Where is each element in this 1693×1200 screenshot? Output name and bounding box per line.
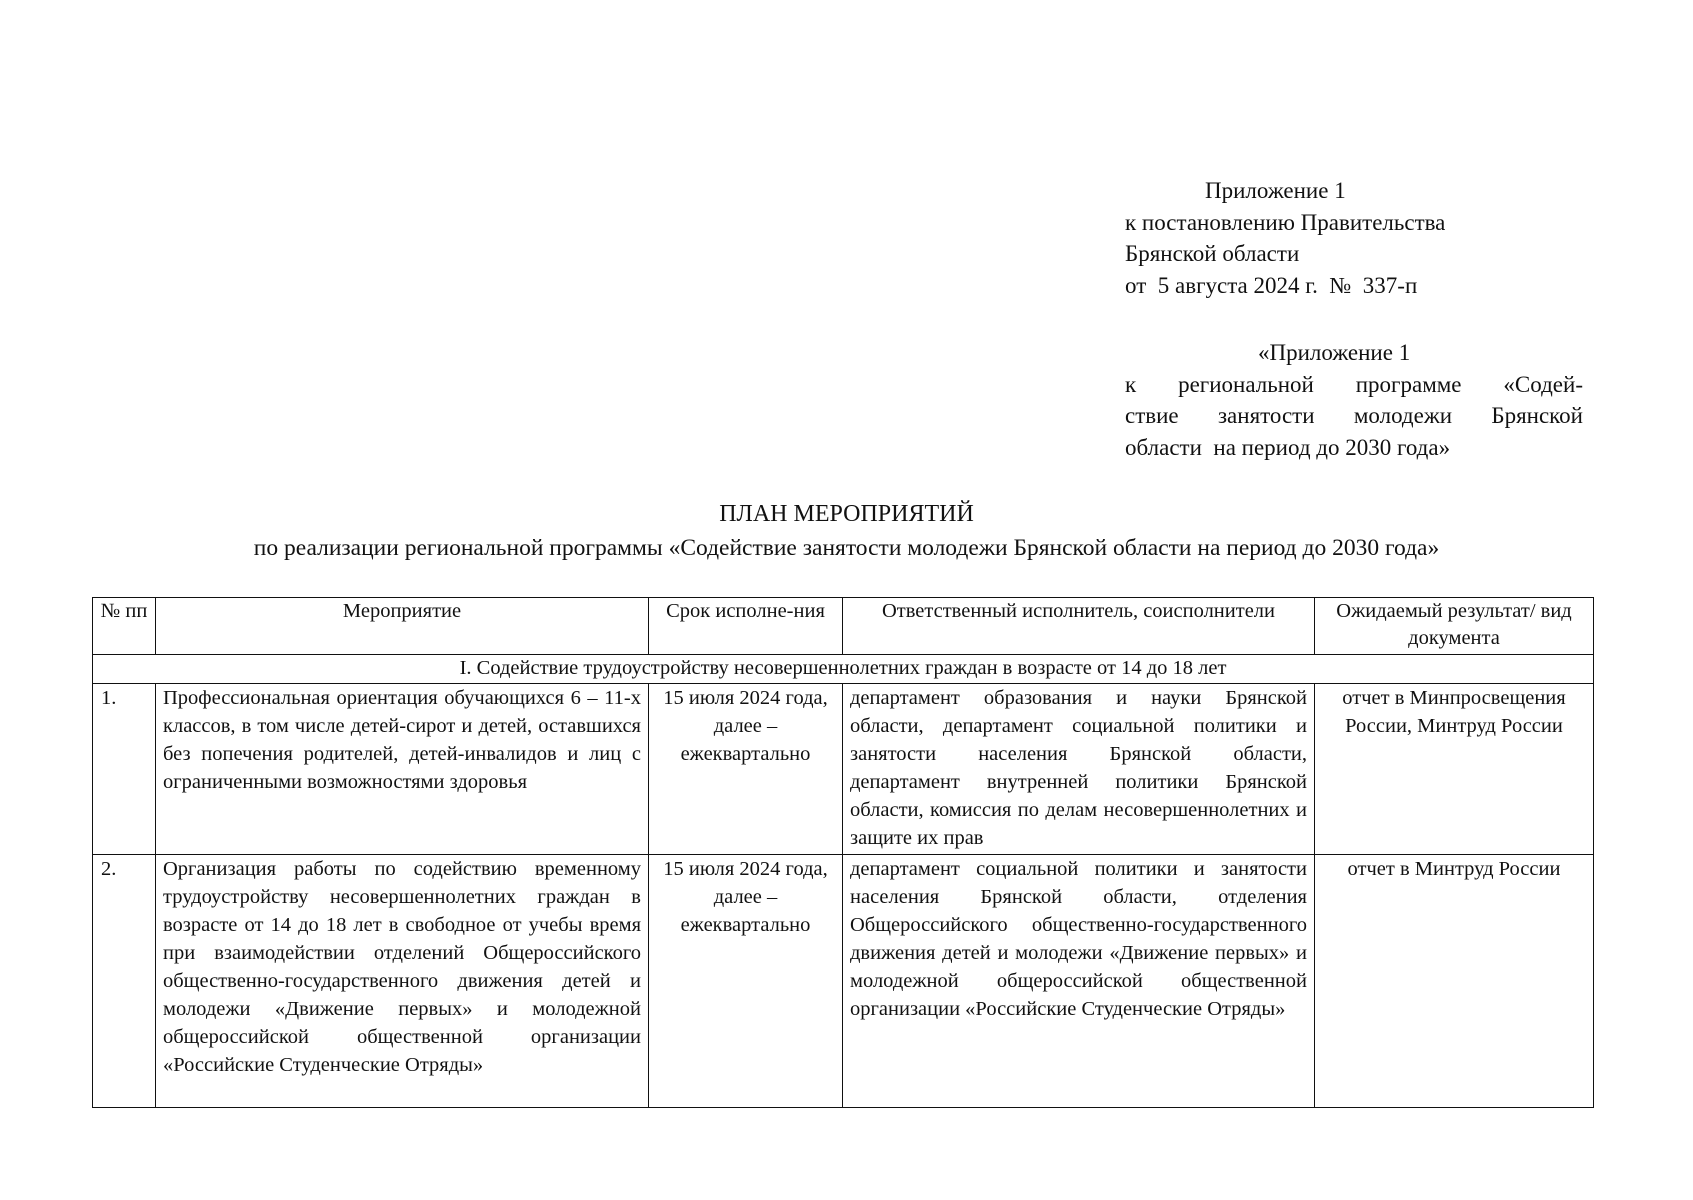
row-event: Профессиональная ориентация обучающихся 6 – 11-х классов, в том числе детей-сирот и детей, оставшихся без попечения родителей, детей-инвалидов и лиц с ограниченными возможностями здоровья [156,684,649,855]
row-num: 1. [93,684,156,855]
section-title: I. Содействие трудоустройству несовершеннолетних граждан в возрасте от 14 до 18 лет [93,655,1594,684]
program-ref-line3: области на период до 2030 года» [1125,434,1451,460]
header-result: Ожидаемый результат/ вид документа [1315,598,1594,655]
header-responsible: Ответственный исполнитель, соисполнители [843,598,1315,655]
row-event: Организация работы по содействию временному трудоустройству несовершеннолетних граждан в возрасте от 14 до 18 лет в свободное от учебы время при взаимодействии отделений Общероссийского общественно-государственного движения детей и молодежи «Движение первых» и молодежной общероссийской общественной организации «Российские Студенческие Отряды» [156,855,649,1108]
annex-region: Брянской области [1125,241,1300,266]
program-annex-label: «Приложение 1 [1258,340,1411,365]
row-num: 2. [93,855,156,1108]
header-event: Мероприятие [156,598,649,655]
annex-label: Приложение 1 [1205,178,1346,203]
row-result: отчет в Минтруд России [1315,855,1594,1108]
annex-heading-program [1125,337,1583,463]
plan-title: ПЛАН МЕРОПРИЯТИЙ [719,501,974,527]
row-responsible: департамент социальной политики и занятости населения Брянской области, отделения Общероссийского общественно-государственного движения детей и молодежи «Движение первых» и молодежной общероссийской общественной организации «Российские Студенческие Отряды» [843,855,1315,1108]
annex-date-number: от 5 августа 2024 г. № 337-п [1125,272,1418,298]
header-num: № пп [93,598,156,655]
program-ref-line2: ствие занятости молодежи Брянской [1125,403,1583,428]
program-ref-line1: к региональной программе «Содей- [1125,371,1583,397]
row-result: отчет в Минпросвещения России, Минтруд России [1315,684,1594,855]
section-row [93,655,1594,684]
header-deadline: Срок исполне-ния [649,598,843,655]
table-row [93,684,1594,855]
table-header-row [93,598,1594,655]
row-deadline: 15 июля 2024 года, далее – ежеквартально [649,684,843,855]
plan-subtitle: по реализации региональной программы «Содействие занятости молодежи Брянской области на период до 2030 года» [253,535,1440,561]
row-responsible: департамент образования и науки Брянской области, департамент социальной политики и занятости населения Брянской области, департамент внутренней политики Брянской области, комиссия по делам несовершеннолетних и защите их прав [843,684,1315,855]
plan-table [92,597,1594,1108]
annex-heading-resolution [1125,175,1555,301]
table-row [93,855,1594,1108]
row-deadline: 15 июля 2024 года, далее – ежеквартально [649,855,843,1108]
annex-resolution-ref: к постановлению Правительства [1125,209,1446,235]
